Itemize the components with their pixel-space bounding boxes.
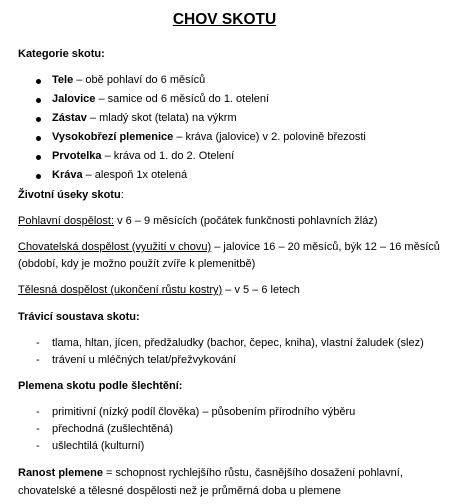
item-desc: – kráva od 1. do 2. Otelení <box>101 150 235 162</box>
list-item <box>52 73 205 87</box>
dash-bullet: - <box>36 354 40 366</box>
item-term: Vysokobřezí plemenice <box>52 131 174 143</box>
section-heading-travici: Trávicí soustava skotu: <box>18 311 140 323</box>
dash-bullet: - <box>36 406 40 418</box>
list-item: ušlechtilá (kulturní) <box>52 440 145 452</box>
heading-text: Životní úseky skotu <box>18 189 121 201</box>
term-label: Ranost plemene <box>18 467 103 479</box>
dash-bullet: - <box>36 423 40 435</box>
bullet-icon <box>36 174 41 179</box>
section-heading-plemena: Plemena skotu podle šlechtění: <box>18 380 183 392</box>
ranost-line <box>18 466 403 480</box>
chovatelska-dospelost-line-2: (období, kdy je možno použít zvíře k plemenitbě) <box>18 258 256 270</box>
list-item: trávení u mléčných telat/přežvykování <box>52 354 237 366</box>
section-heading-kategorie: Kategorie skotu: <box>18 48 105 60</box>
list-item <box>52 130 366 144</box>
item-term: Prvotelka <box>52 150 102 162</box>
term-label: Pohlavní dospělost: <box>18 215 115 227</box>
section-heading-zivotni <box>18 188 124 202</box>
item-term: Jalovice <box>52 93 96 105</box>
term-text: – v 5 – 6 letech <box>222 284 300 296</box>
dash-bullet: - <box>36 337 40 349</box>
page-title: CHOV SKOTU <box>172 11 277 28</box>
term-text: v 6 – 9 měsících (počátek funkčnosti pohlavních žláz) <box>114 215 378 227</box>
item-term: Zástav <box>52 112 87 124</box>
bullet-icon <box>36 155 41 160</box>
bullet-icon <box>36 136 41 141</box>
chovatelska-dospelost-line <box>18 240 440 254</box>
term-label: Tělesná dospělost (ukončení růstu kostry) <box>18 284 223 296</box>
item-desc: – obě pohlaví do 6 měsíců <box>73 74 206 86</box>
item-term: Kráva <box>52 169 83 181</box>
telesna-dospelost-line <box>18 283 300 297</box>
list-item <box>52 111 237 125</box>
item-desc: – alespoň 1x otelená <box>82 169 188 181</box>
heading-colon: : <box>120 189 124 201</box>
list-item <box>52 168 187 182</box>
term-label: Chovatelská dospělost (využití v chovu) <box>18 241 212 253</box>
list-item: tlama, hltan, jícen, předžaludky (bachor, čepec, kniha), vlastní žaludek (slez) <box>52 337 424 349</box>
item-term: Tele <box>52 74 74 86</box>
ranost-line-2: chovatelské a tělesné dospělosti než je průměrná doba u plemene <box>18 485 341 497</box>
term-text: – jalovice 16 – 20 měsíců, býk 12 – 16 měsíců <box>211 241 440 253</box>
list-item <box>52 149 234 163</box>
item-desc: – mladý skot (telata) na výkrm <box>86 112 237 124</box>
item-desc: – samice od 6 měsíců do 1. otelení <box>95 93 270 105</box>
bullet-icon <box>36 117 41 122</box>
pohlavni-dospelost-line <box>18 214 378 228</box>
list-item: primitivní (nízký podíl člověka) – působením přírodního výběru <box>52 406 356 418</box>
item-desc: – kráva (jalovice) v 2. polovině březosti <box>173 131 366 143</box>
bullet-icon <box>36 98 41 103</box>
term-text: = schopnost rychlejšího růstu, časnějšího dosažení pohlavní, <box>102 467 403 479</box>
bullet-icon <box>36 79 41 84</box>
list-item: přechodná (zušlechtěná) <box>52 423 174 435</box>
dash-bullet: - <box>36 440 40 452</box>
list-item <box>52 92 269 106</box>
